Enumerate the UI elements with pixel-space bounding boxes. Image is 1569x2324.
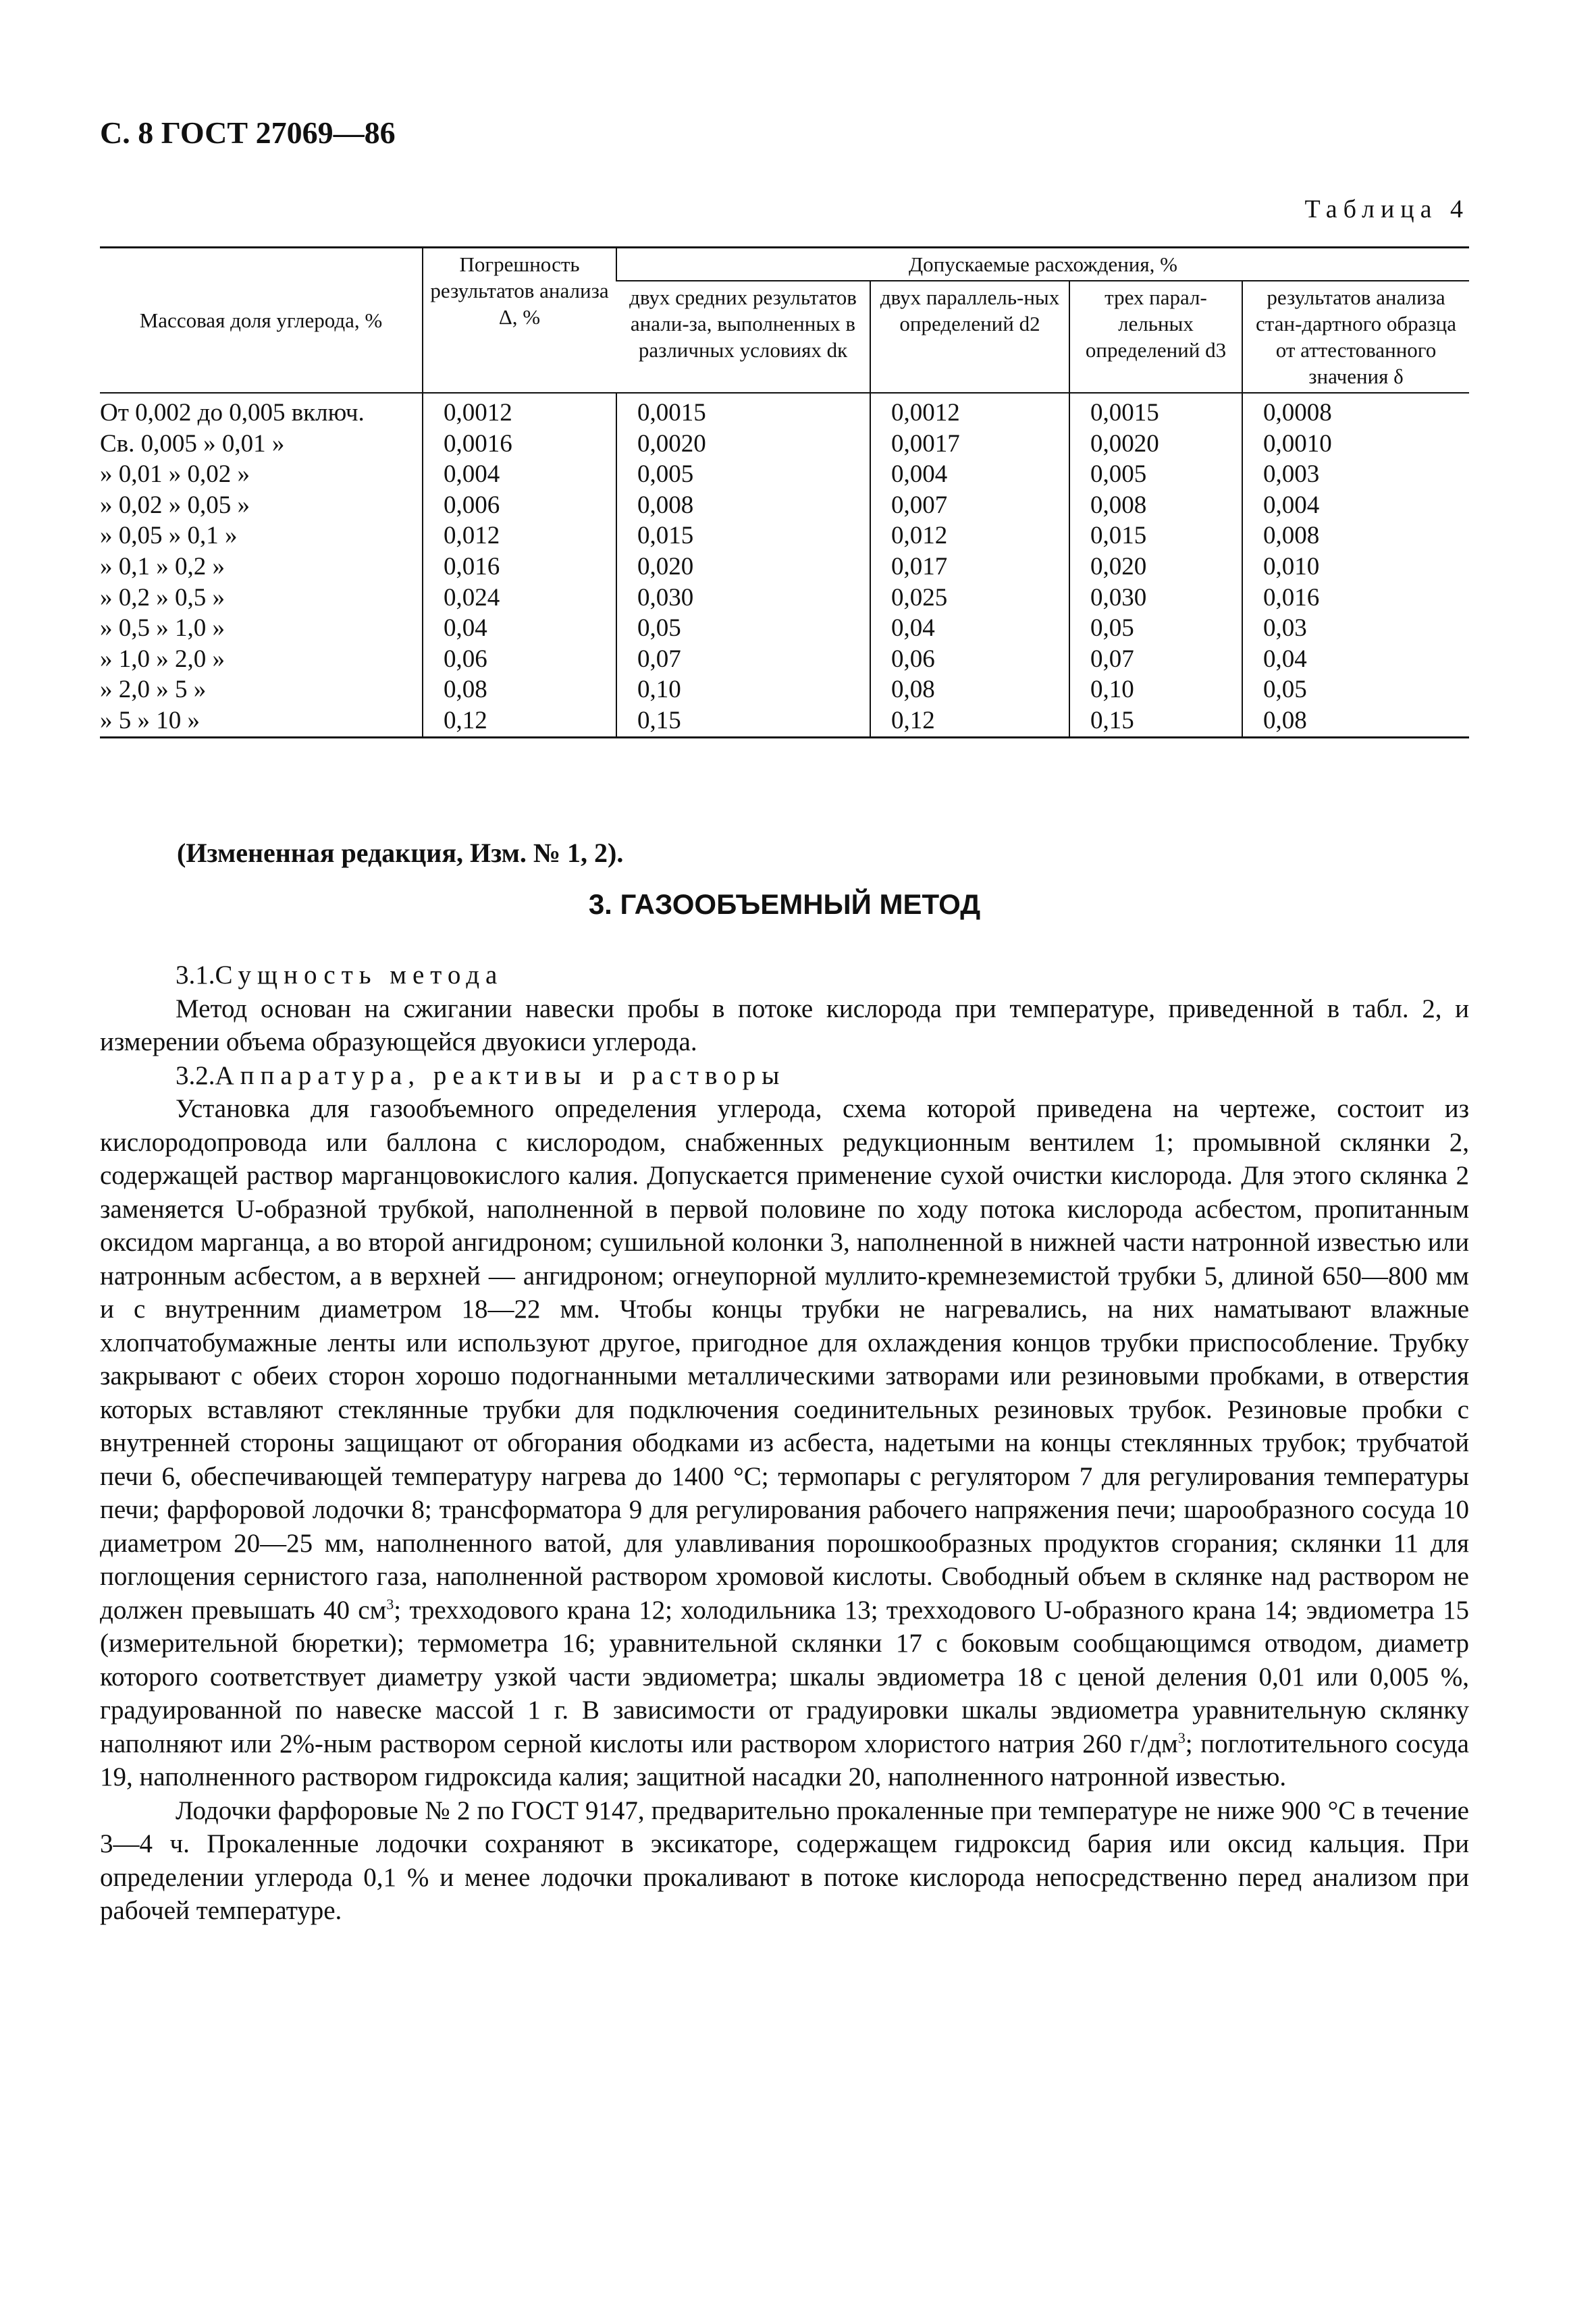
subsection-number: 3.1. bbox=[176, 961, 215, 990]
value-cell: 0,03 bbox=[1242, 613, 1469, 644]
subsection-3-1-heading bbox=[100, 958, 1469, 992]
value-cell: 0,15 bbox=[1069, 705, 1242, 737]
subsection-3-2-heading bbox=[100, 1059, 1469, 1093]
table-row bbox=[100, 459, 1469, 490]
table-row bbox=[100, 490, 1469, 521]
value-cell: 0,008 bbox=[1242, 520, 1469, 551]
value-cell: 0,08 bbox=[423, 674, 616, 705]
value-cell: 0,07 bbox=[616, 644, 870, 675]
value-cell: 0,07 bbox=[1069, 644, 1242, 675]
range-cell: » 0,01 » 0,02 » bbox=[100, 460, 250, 489]
value-cell: 0,15 bbox=[616, 705, 870, 737]
body-text bbox=[100, 958, 1469, 1928]
range-cell: » 1,0 » 2,0 » bbox=[100, 645, 225, 673]
value-cell: 0,025 bbox=[870, 583, 1069, 614]
table-body bbox=[100, 393, 1469, 737]
subsection-number: 3.2. bbox=[176, 1060, 215, 1090]
value-cell: 0,06 bbox=[423, 644, 616, 675]
value-cell: 0,015 bbox=[1069, 520, 1242, 551]
value-cell: 0,0008 bbox=[1242, 393, 1469, 429]
header-col-d2: двух параллель-ных определений d2 bbox=[870, 281, 1069, 393]
value-cell: 0,06 bbox=[870, 644, 1069, 675]
range-cell: » 0,1 » 0,2 » bbox=[100, 552, 225, 580]
range-cell: » 0,2 » 0,5 » bbox=[100, 583, 225, 612]
table-row bbox=[100, 613, 1469, 644]
paragraph-boats: Лодочки фарфоровые № 2 по ГОСТ 9147, предварительно прокаленные при температуре не ниже 900 °С в течение 3—4 ч. Прокаленные лодочки сохраняют в эксикаторе, содержащем гидроксид бария или оксид кальция. При определении углерода 0,1 % и менее лодочки прокаливают в потоке кислорода непосредственно перед анализом при рабочей температуре. bbox=[100, 1795, 1469, 1925]
value-cell: 0,0012 bbox=[423, 393, 616, 429]
header-allowed-differences: Допускаемые расхождения, % bbox=[616, 248, 1469, 281]
value-cell: 0,10 bbox=[1069, 674, 1242, 705]
value-cell: 0,017 bbox=[870, 551, 1069, 583]
value-cell: 0,10 bbox=[616, 674, 870, 705]
edition-note: (Измененная редакция, Изм. № 1, 2). bbox=[177, 838, 624, 868]
table-row bbox=[100, 520, 1469, 551]
superscript: 3 bbox=[1177, 1729, 1186, 1746]
value-cell: 0,024 bbox=[423, 583, 616, 614]
value-cell: 0,015 bbox=[616, 520, 870, 551]
table-row bbox=[100, 429, 1469, 460]
value-cell: 0,05 bbox=[1069, 613, 1242, 644]
value-cell: 0,0017 bbox=[870, 429, 1069, 460]
value-cell: 0,0015 bbox=[1069, 393, 1242, 429]
value-cell: 0,010 bbox=[1242, 551, 1469, 583]
header-col-dk: двух средних результатов анали-за, выполненных в различных условиях dк bbox=[616, 281, 870, 393]
value-cell: 0,020 bbox=[1069, 551, 1242, 583]
range-cell: » 2,0 » 5 » bbox=[100, 676, 207, 704]
range-cell: » 5 » 10 » bbox=[100, 705, 423, 737]
superscript: 3 bbox=[386, 1595, 394, 1613]
subsection-title: Аппаратура, реактивы и растворы bbox=[215, 1060, 786, 1090]
value-cell: 0,0016 bbox=[423, 429, 616, 460]
value-cell: 0,030 bbox=[616, 583, 870, 614]
value-cell: 0,0015 bbox=[616, 393, 870, 429]
value-cell: 0,008 bbox=[616, 490, 870, 521]
range-cell: » 0,05 » 0,1 » bbox=[100, 522, 238, 550]
value-cell: 0,016 bbox=[1242, 583, 1469, 614]
value-cell: 0,016 bbox=[423, 551, 616, 583]
value-cell: 0,012 bbox=[870, 520, 1069, 551]
paragraph-installation bbox=[100, 1092, 1469, 1794]
header-error: Погрешность результатов анализа Δ, % bbox=[423, 248, 616, 394]
section-title: 3. ГАЗООБЪЕМНЫЙ МЕТОД bbox=[588, 888, 981, 920]
value-cell: 0,004 bbox=[1242, 490, 1469, 521]
header-col-delta: результатов анализа стан-дартного образца от аттестованного значения δ bbox=[1242, 281, 1469, 393]
value-cell: 0,012 bbox=[423, 520, 616, 551]
paragraph-text: Установка для газообъемного определения углерода, схема которой приведена на чертеже, состоит из кислородопровода или баллона с кислородом, снабженных редукционным вентилем 1; промывной склянки 2, содержащей раствор марганцовокислого калия. Допускается применение сухой очистки кислорода. Для этого склянка 2 заменяется U-образной трубкой, наполненной в первой половине по ходу потока кислорода асбестом, пропитанным оксидом марганца, а во второй ангидроном; сушильной колонки 3, наполненной в нижней части натронной известью или натронным асбестом, а в верхней — ангидроном; огнеупорной муллито-кремнеземистой трубки 5, длиной 650—800 мм и с внутренним диаметром 18—22 мм. Чтобы концы трубки не нагревались, на них наматывают влажные хлопчатобумажные ленты или используют другое, пригодное для охлаждения концов трубки приспособление. Трубку закрывают с обеих сторон хорошо подогнанными металлическими затворами или резиновыми пробками, в отверстия которых вставляют стеклянные трубки для подключения соединительных резиновых трубок. Резиновые пробки с внутренней стороны защищают от обгорания ободками из асбеста, надетыми на концы стеклянных трубок; трубчатой печи 6, обеспечивающей температуру нагрева до 1400 °С; термопары с регулятором 7 для регулирования температуры печи; фарфоровой лодочки 8; трансформатора 9 для регулирования рабочего напряжения печи; шарообразного сосуда 10 диаметром 20—25 мм, наполненного ватой, для улавливания порошкообразных продуктов сгорания; склянки 11 для поглощения сернистого газа, наполненной раствором хромовой кислоты. Свободный объем в склянке над раствором не должен превышать 40 см bbox=[100, 1094, 1469, 1625]
range-cell: » 0,02 » 0,05 » bbox=[100, 491, 250, 519]
value-cell: 0,008 bbox=[1069, 490, 1242, 521]
value-cell: 0,12 bbox=[870, 705, 1069, 737]
value-cell: 0,0012 bbox=[870, 393, 1069, 429]
table-row bbox=[100, 583, 1469, 614]
table-row bbox=[100, 393, 1469, 429]
value-cell: 0,05 bbox=[1242, 674, 1469, 705]
value-cell: 0,020 bbox=[616, 551, 870, 583]
range-cell: » 0,5 » 1,0 » bbox=[100, 614, 225, 643]
value-cell: 0,004 bbox=[423, 459, 616, 490]
header-col-d3: трех парал-лельных определений d3 bbox=[1069, 281, 1242, 393]
paragraph-method: Метод основан на сжигании навески пробы в потоке кислорода при температуре, приведенной в табл. 2, и измерении объема образующейся двуокиси углерода. bbox=[100, 994, 1469, 1056]
subsection-title: Сущность метода bbox=[215, 961, 504, 990]
value-cell: 0,005 bbox=[1069, 459, 1242, 490]
value-cell: 0,004 bbox=[870, 459, 1069, 490]
value-cell: 0,08 bbox=[870, 674, 1069, 705]
value-cell: 0,0020 bbox=[1069, 429, 1242, 460]
value-cell: 0,007 bbox=[870, 490, 1069, 521]
value-cell: 0,04 bbox=[1242, 644, 1469, 675]
value-cell: 0,08 bbox=[1242, 705, 1469, 737]
range-cell: От 0,002 до 0,005 включ. bbox=[100, 399, 365, 427]
table-label: Таблица 4 bbox=[1304, 195, 1469, 223]
page-header: С. 8 ГОСТ 27069—86 bbox=[100, 115, 396, 150]
value-cell: 0,006 bbox=[423, 490, 616, 521]
paragraph-text: ; трехходового крана 12; холодильника 13; трехходового U-образного крана 14; эвдиометра 15 (измерительной бюретки); термометра 16; уравнительной склянки 17 с боковым сообщающимся отводом, диаметр которого соответствует диаметру узкой части эвдиометра; шкалы эвдиометра 18 с ценой деления 0,01 или 0,005 %, градуированной по навеске массой 1 г. В зависимости от градуировки шкалы эвдиометра уравнительную склянку наполняют или 2%-ным раствором серной кислоты или раствором хлористого натрия 260 г/дм bbox=[100, 1595, 1469, 1758]
value-cell: 0,04 bbox=[423, 613, 616, 644]
table-container bbox=[100, 246, 1469, 738]
table-row bbox=[100, 674, 1469, 705]
tolerance-table bbox=[100, 246, 1469, 738]
value-cell: 0,12 bbox=[423, 705, 616, 737]
table-row bbox=[100, 705, 1469, 737]
range-cell: Св. 0,005 » 0,01 » bbox=[100, 429, 285, 458]
value-cell: 0,0010 bbox=[1242, 429, 1469, 460]
value-cell: 0,005 bbox=[616, 459, 870, 490]
paragraph-text: ; поглотительного сосуда 19, наполненного раствором гидроксида калия; защитной насадки 20, наполненного натронной известью. bbox=[100, 1729, 1469, 1791]
value-cell: 0,003 bbox=[1242, 459, 1469, 490]
value-cell: 0,05 bbox=[616, 613, 870, 644]
table-row bbox=[100, 644, 1469, 675]
table-row bbox=[100, 551, 1469, 583]
value-cell: 0,030 bbox=[1069, 583, 1242, 614]
header-mass-fraction: Массовая доля углерода, % bbox=[100, 248, 423, 394]
value-cell: 0,04 bbox=[870, 613, 1069, 644]
value-cell: 0,0020 bbox=[616, 429, 870, 460]
